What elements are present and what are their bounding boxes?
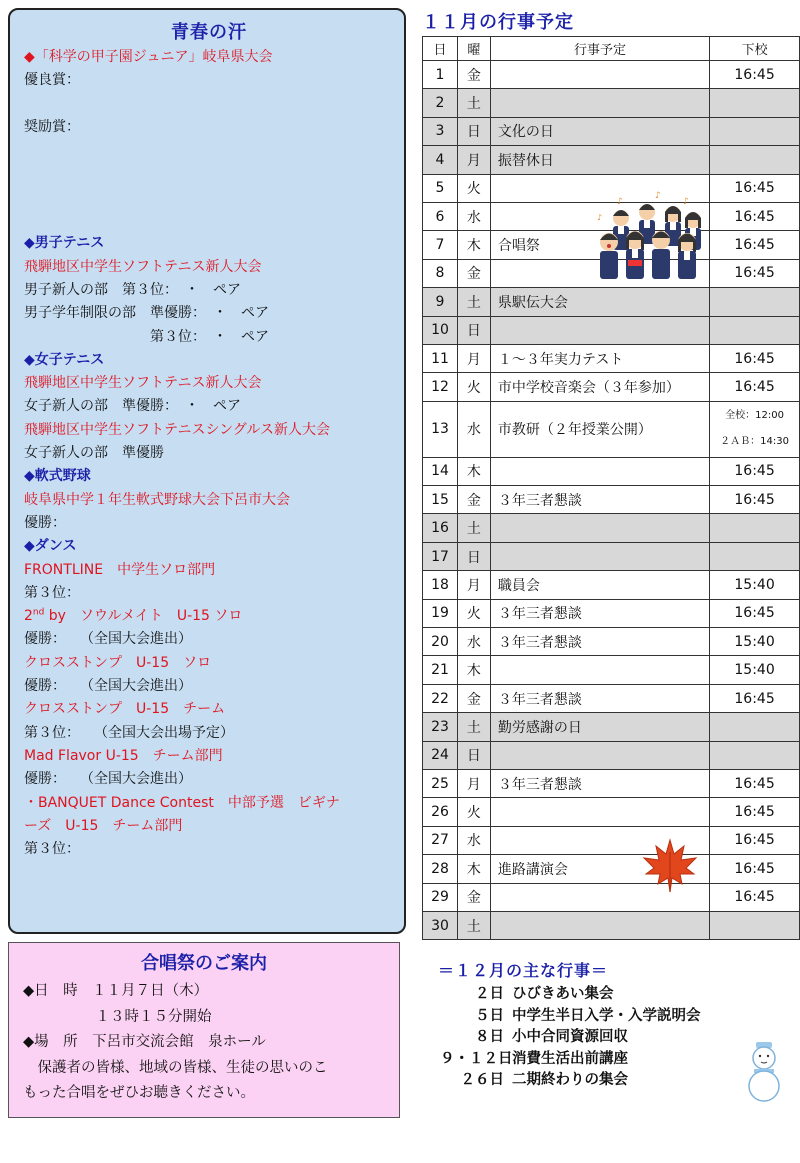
- cell-day: 9: [423, 288, 458, 316]
- diamond-icon: ◆: [24, 538, 35, 555]
- award-line: 岐阜県中学１年生軟式野球大会下呂市大会: [24, 491, 290, 508]
- table-row: [423, 542, 800, 570]
- award-line: ◆「科学の甲子園ジュニア」岐阜県大会: [24, 49, 273, 65]
- december-title: ＝１２月の主な行事＝: [438, 961, 609, 980]
- cell-event: [490, 457, 709, 485]
- cell-dismissal: [710, 316, 800, 344]
- table-row: [423, 117, 800, 145]
- cell-weekday: 金: [457, 684, 490, 712]
- header-dismissal: 下校: [710, 37, 800, 61]
- award-line: 第３位：: [24, 584, 80, 601]
- event-label: ひびきあい集会: [512, 986, 614, 1002]
- seishun-panel: [8, 8, 406, 934]
- event-day: ９・１２日: [440, 1050, 513, 1067]
- table-row: [423, 826, 800, 854]
- cell-weekday: 日: [457, 316, 490, 344]
- cell-event: ３年三者懇談: [490, 599, 709, 627]
- cell-day: 29: [423, 883, 458, 911]
- table-row: [423, 656, 800, 684]
- cell-weekday: 月: [457, 571, 490, 599]
- cell-event: [490, 798, 709, 826]
- snowman-icon: [745, 1040, 783, 1104]
- cell-weekday: 火: [457, 174, 490, 202]
- sport-heading-label: ダンス: [34, 538, 77, 555]
- cell-weekday: 火: [457, 798, 490, 826]
- chorus-date-line: ◆日 時 １１月７日（木）: [23, 983, 209, 999]
- svg-text:♪: ♪: [683, 197, 689, 207]
- table-row: [423, 514, 800, 542]
- schedule-header-row: [423, 37, 800, 61]
- cell-event: ３年三者懇談: [490, 628, 709, 656]
- chorus-message-line: 保護者の皆様、地域の皆様、生徒の思いのこ: [23, 1059, 328, 1076]
- table-row: [423, 911, 800, 939]
- award-line: 優勝：: [24, 514, 66, 531]
- award-line: 第３位： ・ ペア: [24, 328, 269, 345]
- event-day: ５日: [475, 1007, 504, 1024]
- cell-weekday: 金: [457, 259, 490, 287]
- sport-heading: [24, 465, 394, 488]
- award-line: 第３位：: [24, 841, 80, 858]
- spacer: [24, 93, 394, 116]
- cell-event: 県駅伝大会: [490, 288, 709, 316]
- cell-weekday: 日: [457, 741, 490, 769]
- cell-dismissal: 16:45: [710, 855, 800, 883]
- award-line: 飛騨地区中学生ソフトテニス新人大会: [24, 375, 262, 392]
- award-line: クロスストンプ U-15 チーム: [24, 701, 226, 718]
- header-weekday: 曜: [457, 37, 490, 61]
- schedule-table: [422, 36, 800, 940]
- sport-heading: [24, 535, 394, 558]
- cell-event: 振替休日: [490, 146, 709, 174]
- cell-event: 職員会: [490, 571, 709, 599]
- cell-weekday: 月: [457, 769, 490, 797]
- cell-day: 21: [423, 656, 458, 684]
- cell-dismissal: [710, 713, 800, 741]
- cell-day: 30: [423, 911, 458, 939]
- cell-day: 14: [423, 457, 458, 485]
- cell-day: 3: [423, 117, 458, 145]
- svg-text:♪: ♪: [597, 213, 603, 222]
- cell-dismissal: 16:45: [710, 798, 800, 826]
- spacer: [24, 209, 394, 232]
- cell-day: 12: [423, 373, 458, 401]
- cell-day: 17: [423, 542, 458, 570]
- cell-day: 23: [423, 713, 458, 741]
- cell-day: 22: [423, 684, 458, 712]
- table-row: [423, 373, 800, 401]
- cell-event: [490, 89, 709, 117]
- cell-dismissal: 16:45: [710, 231, 800, 259]
- award-line: クロスストンプ U-15 ソロ: [24, 654, 212, 671]
- sport-heading-label: 女子テニス: [34, 351, 105, 368]
- svg-text:♪: ♪: [655, 191, 661, 201]
- table-row: [423, 316, 800, 344]
- table-row: [423, 684, 800, 712]
- cell-event: [490, 542, 709, 570]
- cell-day: 2: [423, 89, 458, 117]
- award-line: Mad Flavor U-15 チーム部門: [24, 747, 223, 764]
- cell-dismissal: [710, 146, 800, 174]
- table-row: [423, 61, 800, 89]
- dismissal-2ab: ２ＡＢ：14:30: [720, 436, 789, 448]
- cell-dismissal: 16:45: [710, 344, 800, 372]
- cell-day: 7: [423, 231, 458, 259]
- spacer: [24, 139, 394, 162]
- cell-dismissal: [710, 401, 800, 457]
- cell-dismissal: 16:45: [710, 373, 800, 401]
- cell-day: 5: [423, 174, 458, 202]
- cell-dismissal: 16:45: [710, 486, 800, 514]
- cell-weekday: 月: [457, 344, 490, 372]
- cell-dismissal: 16:45: [710, 599, 800, 627]
- cell-day: 28: [423, 855, 458, 883]
- cell-dismissal: 15:40: [710, 571, 800, 599]
- cell-weekday: 土: [457, 514, 490, 542]
- cell-weekday: 水: [457, 628, 490, 656]
- cell-event: ３年三者懇談: [490, 486, 709, 514]
- award-line: 第３位： （全国大会出場予定）: [24, 724, 234, 741]
- cell-weekday: 金: [457, 883, 490, 911]
- cell-day: 25: [423, 769, 458, 797]
- seishun-lines: [24, 46, 394, 861]
- cell-day: 11: [423, 344, 458, 372]
- table-row: [423, 713, 800, 741]
- cell-event: [490, 61, 709, 89]
- cell-weekday: 日: [457, 117, 490, 145]
- award-line: FRONTLINE 中学生ソロ部門: [24, 561, 216, 578]
- cell-event: [490, 741, 709, 769]
- choir-illustration-icon: [595, 190, 711, 282]
- cell-event: 市中学校音楽会（３年参加）: [490, 373, 709, 401]
- sport-heading-label: 軟式野球: [34, 468, 91, 485]
- event-day: ２日: [475, 986, 504, 1002]
- cell-day: 6: [423, 202, 458, 230]
- table-row: [423, 855, 800, 883]
- event-label: 消費生活出前講座: [512, 1050, 628, 1067]
- cell-event: [490, 514, 709, 542]
- diamond-icon: ◆: [24, 351, 35, 368]
- cell-day: 24: [423, 741, 458, 769]
- award-line: ・BANQUET Dance Contest 中部予選 ビギナ: [24, 794, 340, 811]
- award-line: 男子新人の部 第３位： ・ ペア: [24, 281, 241, 298]
- cell-event: 勤労感謝の日: [490, 713, 709, 741]
- cell-weekday: 日: [457, 542, 490, 570]
- list-item: [440, 1049, 701, 1071]
- cell-dismissal: 16:45: [710, 457, 800, 485]
- sport-heading: [24, 349, 394, 372]
- award-line: 飛騨地区中学生ソフトテニスシングルス新人大会: [24, 421, 330, 438]
- spacer: [24, 162, 394, 185]
- table-row: [423, 457, 800, 485]
- cell-day: 10: [423, 316, 458, 344]
- list-item: [440, 1070, 701, 1092]
- cell-event: 市教研（２年授業公開）: [490, 401, 709, 457]
- award-line: 2nd by ソウルメイト U-15 ソロ: [24, 607, 243, 625]
- award-line: 女子新人の部 準優勝： ・ ペア: [24, 398, 241, 415]
- cell-weekday: 火: [457, 373, 490, 401]
- cell-weekday: 木: [457, 457, 490, 485]
- table-row: [423, 486, 800, 514]
- diamond-icon: ◆: [24, 468, 35, 485]
- table-row: [423, 883, 800, 911]
- maple-leaf-icon: [640, 838, 700, 894]
- cell-dismissal: [710, 911, 800, 939]
- table-row: [423, 571, 800, 599]
- spacer: [24, 186, 394, 209]
- table-row: [423, 798, 800, 826]
- cell-weekday: 土: [457, 911, 490, 939]
- award-line: ーズ U-15 チーム部門: [24, 817, 183, 834]
- cell-day: 1: [423, 61, 458, 89]
- event-label: 小中合同資源回収: [512, 1029, 628, 1045]
- event-label: 中学生半日入学・入学説明会: [512, 1007, 701, 1024]
- cell-dismissal: [710, 117, 800, 145]
- list-item: [440, 1006, 701, 1028]
- cell-weekday: 木: [457, 656, 490, 684]
- chorus-venue-line: ◆場 所 下呂市交流会館 泉ホール: [23, 1034, 266, 1050]
- cell-event: ３年三者懇談: [490, 769, 709, 797]
- cell-weekday: 金: [457, 486, 490, 514]
- header-day: 日: [423, 37, 458, 61]
- table-row: [423, 89, 800, 117]
- cell-day: 16: [423, 514, 458, 542]
- table-row: [423, 599, 800, 627]
- cell-dismissal: 16:45: [710, 684, 800, 712]
- cell-weekday: 木: [457, 231, 490, 259]
- event-day: ２６日: [460, 1072, 504, 1088]
- cell-weekday: 水: [457, 401, 490, 457]
- table-row: [423, 741, 800, 769]
- cell-event: １～３年実力テスト: [490, 344, 709, 372]
- diamond-icon: ◆: [24, 235, 35, 252]
- december-events: [440, 984, 701, 1092]
- cell-day: 26: [423, 798, 458, 826]
- cell-event: 進路講演会: [490, 855, 709, 883]
- cell-day: 4: [423, 146, 458, 174]
- table-row: [423, 769, 800, 797]
- chorus-festival-box: [8, 942, 400, 1118]
- cell-weekday: 金: [457, 61, 490, 89]
- award-line: 奨励賞：: [24, 118, 80, 135]
- cell-dismissal: [710, 89, 800, 117]
- cell-dismissal: [710, 288, 800, 316]
- header-event: 行事予定: [490, 37, 709, 61]
- event-day: ８日: [475, 1029, 504, 1045]
- table-row: [423, 146, 800, 174]
- cell-dismissal: 16:45: [710, 259, 800, 287]
- cell-dismissal: 16:45: [710, 883, 800, 911]
- table-row: [423, 628, 800, 656]
- cell-weekday: 土: [457, 89, 490, 117]
- chorus-time-line: １３時１５分開始: [23, 1008, 212, 1025]
- cell-weekday: 水: [457, 826, 490, 854]
- cell-day: 13: [423, 401, 458, 457]
- cell-day: 20: [423, 628, 458, 656]
- cell-event: 文化の日: [490, 117, 709, 145]
- cell-day: 15: [423, 486, 458, 514]
- cell-dismissal: 15:40: [710, 656, 800, 684]
- cell-weekday: 土: [457, 288, 490, 316]
- cell-weekday: 月: [457, 146, 490, 174]
- cell-day: 8: [423, 259, 458, 287]
- award-line: 優勝： （全国大会進出）: [24, 678, 192, 695]
- cell-weekday: 土: [457, 713, 490, 741]
- cell-dismissal: 16:45: [710, 202, 800, 230]
- event-label: 二期終わりの集会: [512, 1072, 628, 1088]
- award-line: 優良賞：: [24, 72, 80, 89]
- list-item: [440, 1027, 701, 1049]
- cell-dismissal: 16:45: [710, 174, 800, 202]
- cell-dismissal: 16:45: [710, 769, 800, 797]
- cell-day: 19: [423, 599, 458, 627]
- cell-day: 27: [423, 826, 458, 854]
- cell-weekday: 火: [457, 599, 490, 627]
- award-line: 飛騨地区中学生ソフトテニス新人大会: [24, 258, 262, 275]
- cell-dismissal: 15:40: [710, 628, 800, 656]
- seishun-title: 青春の汗: [171, 22, 247, 43]
- award-line: 優勝： （全国大会進出）: [24, 631, 192, 648]
- chorus-message-line: もった合唱をぜひお聴きください。: [23, 1085, 255, 1101]
- cell-dismissal: 16:45: [710, 826, 800, 854]
- cell-dismissal: [710, 741, 800, 769]
- sport-heading: [24, 232, 394, 255]
- dismissal-all: 全校：12:00: [725, 410, 784, 422]
- cell-dismissal: [710, 542, 800, 570]
- table-row: [423, 344, 800, 372]
- chorus-festival-title: 合唱祭のご案内: [141, 953, 267, 974]
- cell-event: [490, 911, 709, 939]
- cell-weekday: 木: [457, 855, 490, 883]
- list-item: [440, 984, 701, 1006]
- award-line: 優勝： （全国大会進出）: [24, 771, 192, 788]
- schedule-title: １１月の行事予定: [422, 12, 574, 33]
- cell-event: [490, 316, 709, 344]
- award-line: 男子学年制限の部 準優勝： ・ ペア: [24, 305, 269, 322]
- cell-dismissal: [710, 514, 800, 542]
- cell-weekday: 水: [457, 202, 490, 230]
- svg-text:♪: ♪: [617, 197, 623, 207]
- ordinal-suffix: nd: [32, 607, 45, 618]
- table-row: [423, 401, 800, 457]
- cell-event: [490, 656, 709, 684]
- cell-day: 18: [423, 571, 458, 599]
- cell-event: ３年三者懇談: [490, 684, 709, 712]
- sport-heading-label: 男子テニス: [34, 235, 105, 252]
- cell-dismissal: 16:45: [710, 61, 800, 89]
- table-row: [423, 288, 800, 316]
- cell-event: 合唱祭: [490, 231, 709, 259]
- award-line: 女子新人の部 準優勝: [24, 445, 164, 462]
